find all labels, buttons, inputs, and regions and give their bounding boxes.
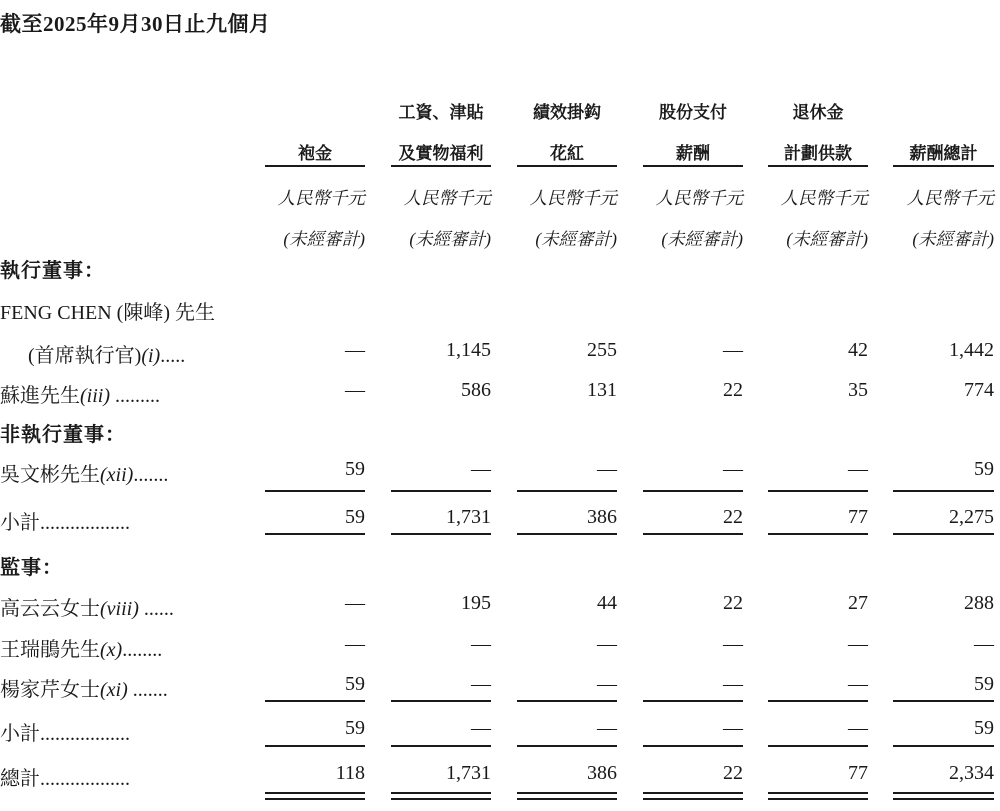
- row-label: [0, 506, 248, 535]
- currency-unit: 人民幣千元: [529, 188, 617, 208]
- table-cell: —: [723, 339, 743, 361]
- table-cell: 59: [345, 717, 365, 739]
- table-cell: 1,731: [446, 762, 491, 784]
- header-underline: [893, 165, 994, 167]
- table-cell: —: [345, 633, 365, 655]
- grand-total-double-rule: [391, 792, 491, 800]
- table-cell: —: [345, 379, 365, 401]
- table-cell: 2,275: [949, 506, 994, 528]
- footnote-ref: (i): [141, 345, 161, 367]
- footnote-ref: (x): [100, 639, 123, 661]
- row-label-text: 小計: [0, 512, 40, 534]
- table-cell: 59: [974, 717, 994, 739]
- total-rule: [265, 490, 365, 492]
- table-cell: —: [471, 717, 491, 739]
- column-header: 計劃供款: [784, 144, 852, 163]
- footnote-ref: (iii): [80, 385, 110, 407]
- table-cell: 35: [848, 379, 868, 401]
- table-cell: 59: [345, 458, 365, 480]
- row-label-text: 總計: [0, 768, 40, 790]
- header-underline: [768, 165, 868, 167]
- total-rule: [265, 745, 365, 747]
- total-rule: [643, 745, 743, 747]
- table-cell: 59: [974, 458, 994, 480]
- table-cell: —: [471, 458, 491, 480]
- row-label-text: 小計: [0, 723, 40, 745]
- header-underline: [643, 165, 743, 167]
- leader-dots: .........: [110, 385, 160, 407]
- total-rule: [768, 700, 868, 702]
- row-label: [0, 296, 248, 325]
- table-cell: —: [471, 633, 491, 655]
- table-cell: 27: [848, 592, 868, 614]
- table-cell: 77: [848, 762, 868, 784]
- table-cell: —: [848, 633, 868, 655]
- total-rule: [768, 490, 868, 492]
- table-cell: 42: [848, 339, 868, 361]
- table-cell: 774: [964, 379, 994, 401]
- total-rule: [893, 490, 994, 492]
- section-heading: [0, 418, 248, 447]
- row-label-text: 執行董事：: [0, 260, 105, 282]
- grand-total-double-rule: [893, 792, 994, 800]
- table-cell: —: [723, 673, 743, 695]
- leader-dots: .....: [160, 345, 186, 367]
- column-header: 花紅: [550, 144, 584, 163]
- table-cell: 22: [723, 762, 743, 784]
- row-label: [0, 458, 248, 487]
- grand-total-double-rule: [265, 792, 365, 800]
- table-cell: —: [471, 673, 491, 695]
- table-cell: 22: [723, 506, 743, 528]
- column-header-line1: 股份支付: [659, 103, 727, 122]
- row-label-text: FENG CHEN (陳峰) 先生: [0, 302, 215, 324]
- leader-dots: ......: [138, 598, 174, 620]
- grand-total-double-rule: [643, 792, 743, 800]
- table-cell: 195: [461, 592, 491, 614]
- table-cell: 386: [587, 506, 617, 528]
- table-cell: —: [723, 633, 743, 655]
- column-header-line1: 績效掛鈎: [533, 103, 601, 122]
- leader-dots: ........: [122, 639, 163, 661]
- table-cell: —: [848, 458, 868, 480]
- footnote-ref: (xi): [100, 679, 128, 701]
- currency-unit: 人民幣千元: [780, 188, 868, 208]
- total-rule: [643, 533, 743, 535]
- row-label-text: 非執行董事：: [0, 424, 126, 446]
- table-cell: —: [597, 717, 617, 739]
- table-cell: 1,145: [446, 339, 491, 361]
- column-header: 薪酬總計: [909, 144, 978, 163]
- row-label-text: 王瑞鵑先生: [0, 639, 100, 661]
- total-rule: [643, 490, 743, 492]
- leader-dots: .......: [127, 679, 168, 701]
- row-label: [0, 379, 248, 408]
- grand-total-double-rule: [768, 792, 868, 800]
- row-label-text: 蘇進先生: [0, 385, 80, 407]
- table-cell: 255: [587, 339, 617, 361]
- audit-note: (未經審計): [535, 229, 617, 249]
- table-cell: 22: [723, 592, 743, 614]
- row-label-text: 楊家芹女士: [0, 679, 100, 701]
- total-rule: [265, 700, 365, 702]
- table-cell: —: [597, 633, 617, 655]
- row-label: [0, 673, 248, 702]
- total-rule: [768, 533, 868, 535]
- audit-note: (未經審計): [661, 229, 743, 249]
- table-cell: 386: [587, 762, 617, 784]
- total-rule: [517, 745, 617, 747]
- header-underline: [265, 165, 365, 167]
- table-cell: —: [345, 592, 365, 614]
- table-cell: —: [723, 717, 743, 739]
- row-label: [0, 762, 248, 791]
- table-cell: 1,442: [949, 339, 994, 361]
- table-cell: —: [723, 458, 743, 480]
- table-cell: 1,731: [446, 506, 491, 528]
- audit-note: (未經審計): [283, 229, 365, 249]
- table-cell: —: [974, 633, 994, 655]
- table-cell: 59: [345, 673, 365, 695]
- column-header: 薪酬: [676, 144, 710, 163]
- row-label: [28, 339, 276, 368]
- row-label-text: 吳文彬先生: [0, 464, 100, 486]
- grand-total-double-rule: [517, 792, 617, 800]
- total-rule: [265, 533, 365, 535]
- table-cell: 586: [461, 379, 491, 401]
- section-heading: [0, 254, 248, 283]
- table-cell: 22: [723, 379, 743, 401]
- footnote-ref: (viii): [100, 598, 139, 620]
- row-label: [0, 592, 248, 621]
- leader-dots: .......: [133, 464, 169, 486]
- currency-unit: 人民幣千元: [655, 188, 743, 208]
- table-cell: 59: [974, 673, 994, 695]
- currency-unit: 人民幣千元: [403, 188, 491, 208]
- column-header: 袍金: [298, 144, 332, 163]
- audit-note: (未經審計): [786, 229, 868, 249]
- table-cell: —: [597, 458, 617, 480]
- table-cell: 118: [335, 762, 365, 784]
- row-label: [0, 633, 248, 662]
- total-rule: [893, 745, 994, 747]
- row-label-text: 監事：: [0, 557, 63, 579]
- table-cell: —: [848, 673, 868, 695]
- audit-note: (未經審計): [912, 229, 994, 249]
- total-rule: [391, 533, 491, 535]
- row-label-text: 高云云女士: [0, 598, 100, 620]
- column-header-line1: 退休金: [792, 103, 844, 122]
- total-rule: [768, 745, 868, 747]
- footnote-ref: (xii): [100, 464, 134, 486]
- section-heading: [0, 551, 248, 580]
- table-cell: 59: [345, 506, 365, 528]
- total-rule: [517, 490, 617, 492]
- total-rule: [893, 533, 994, 535]
- currency-unit: 人民幣千元: [277, 188, 365, 208]
- row-label-text: (首席執行官): [28, 345, 142, 367]
- column-header-line1: 工資、津貼: [398, 103, 484, 122]
- audit-note: (未經審計): [409, 229, 491, 249]
- row-label: [0, 717, 248, 746]
- table-cell: —: [345, 339, 365, 361]
- header-underline: [517, 165, 617, 167]
- total-rule: [391, 745, 491, 747]
- total-rule: [643, 700, 743, 702]
- table-cell: 288: [964, 592, 994, 614]
- table-cell: 77: [848, 506, 868, 528]
- table-title: 截至2025年9月30日止九個月: [0, 12, 271, 36]
- header-underline: [391, 165, 491, 167]
- table-cell: —: [597, 673, 617, 695]
- leader-dots: ..................: [40, 768, 130, 790]
- total-rule: [517, 700, 617, 702]
- total-rule: [391, 490, 491, 492]
- table-cell: 2,334: [949, 762, 994, 784]
- leader-dots: ..................: [40, 723, 130, 745]
- total-rule: [517, 533, 617, 535]
- total-rule: [893, 700, 994, 702]
- leader-dots: ..................: [40, 512, 130, 534]
- table-cell: —: [848, 717, 868, 739]
- table-cell: 44: [597, 592, 617, 614]
- currency-unit: 人民幣千元: [906, 188, 994, 208]
- table-cell: 131: [587, 379, 617, 401]
- column-header: 及實物福利: [398, 144, 484, 163]
- total-rule: [391, 700, 491, 702]
